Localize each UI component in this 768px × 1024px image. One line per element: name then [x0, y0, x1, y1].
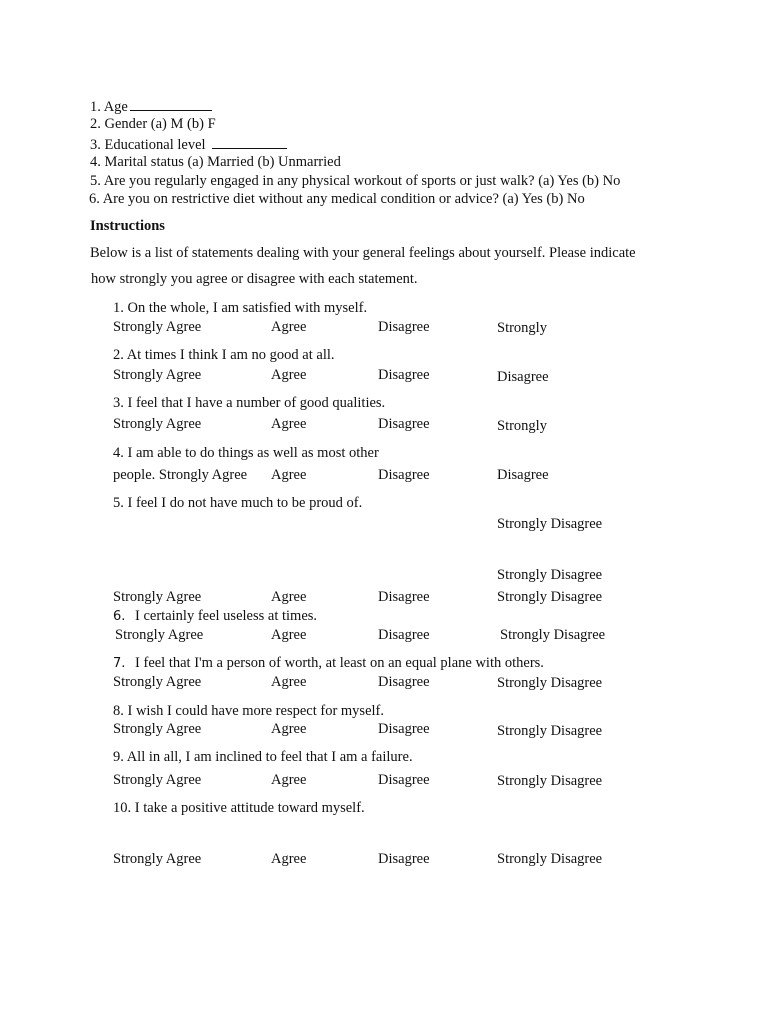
statement-6-text: I certainly feel useless at times. — [135, 608, 318, 624]
option-strongly-agree[interactable]: Strongly Agree — [113, 367, 202, 383]
option-strongly-agree[interactable]: Strongly Agree — [113, 589, 202, 605]
option-disagree-continued[interactable]: Disagree — [497, 369, 549, 385]
demographic-age — [90, 98, 212, 115]
option-agree[interactable]: Agree — [271, 467, 307, 483]
option-disagree[interactable]: Disagree — [378, 627, 430, 643]
statement-8: 8. I wish I could have more respect for myself. — [113, 703, 384, 719]
age-label: 1. Age — [90, 99, 128, 115]
demographic-marital: 4. Marital status (a) Married (b) Unmarried — [90, 154, 341, 170]
demographic-gender: 2. Gender (a) M (b) F — [90, 116, 216, 132]
option-strongly-disagree[interactable]: Strongly Disagree — [497, 851, 603, 867]
option-strongly-agree[interactable]: Strongly Agree — [113, 416, 202, 432]
option-strongly[interactable]: Strongly — [497, 418, 547, 434]
option-strongly-agree[interactable]: Strongly Agree — [113, 851, 202, 867]
option-disagree[interactable]: Disagree — [378, 721, 430, 737]
statement-5: 5. I feel I do not have much to be proud of. — [113, 495, 363, 511]
option-strongly-disagree[interactable]: Strongly Disagree — [497, 567, 603, 583]
option-strongly-agree[interactable]: Strongly Agree — [113, 319, 202, 335]
option-strongly-disagree[interactable]: Strongly Disagree — [500, 627, 606, 643]
instructions-line-2: how strongly you agree or disagree with each statement. — [91, 271, 418, 287]
statement-4: 4. I am able to do things as well as most other — [113, 445, 379, 461]
option-agree[interactable]: Agree — [271, 772, 307, 788]
education-label: 3. Educational level — [90, 137, 206, 153]
option-strongly-agree[interactable]: Strongly Agree — [115, 627, 204, 643]
option-strongly-disagree[interactable]: Strongly Disagree — [497, 723, 603, 739]
statement-4-continued: people. Strongly Agree — [113, 467, 248, 483]
option-strongly-disagree[interactable]: Strongly Disagree — [497, 516, 603, 532]
option-disagree[interactable]: Disagree — [378, 674, 430, 690]
option-disagree[interactable]: Disagree — [378, 589, 430, 605]
option-strongly-disagree[interactable]: Strongly Disagree — [497, 589, 603, 605]
option-disagree[interactable]: Disagree — [378, 319, 430, 335]
statement-10: 10. I take a positive attitude toward myself. — [113, 800, 365, 816]
education-blank[interactable] — [212, 136, 287, 149]
option-agree[interactable]: Agree — [271, 589, 307, 605]
statement-7-number: 7. — [113, 656, 126, 671]
statement-6-number: 6. — [113, 609, 126, 624]
statement-2: 2. At times I think I am no good at all. — [113, 347, 335, 363]
option-disagree[interactable]: Disagree — [378, 416, 430, 432]
option-disagree[interactable]: Disagree — [378, 367, 430, 383]
option-disagree-continued[interactable]: Disagree — [497, 467, 549, 483]
option-strongly-disagree[interactable]: Strongly Disagree — [497, 675, 603, 691]
option-agree[interactable]: Agree — [271, 851, 307, 867]
option-agree[interactable]: Agree — [271, 674, 307, 690]
option-strongly[interactable]: Strongly — [497, 320, 547, 336]
option-agree[interactable]: Agree — [271, 416, 307, 432]
option-strongly-agree[interactable]: Strongly Agree — [113, 772, 202, 788]
option-agree[interactable]: Agree — [271, 721, 307, 737]
option-strongly-agree[interactable]: Strongly Agree — [113, 721, 202, 737]
option-strongly-agree[interactable]: Strongly Agree — [113, 674, 202, 690]
demographic-workout: 5. Are you regularly engaged in any physical workout of sports or just walk? (a) Yes (b) No — [90, 173, 621, 189]
statement-7-text: I feel that I'm a person of worth, at least on an equal plane with others. — [135, 655, 544, 671]
statement-1: 1. On the whole, I am satisfied with myself. — [113, 300, 368, 316]
instructions-heading: Instructions — [90, 218, 165, 234]
statement-6 — [113, 609, 317, 624]
option-disagree[interactable]: Disagree — [378, 467, 430, 483]
option-disagree[interactable]: Disagree — [378, 772, 430, 788]
option-agree[interactable]: Agree — [271, 367, 307, 383]
option-strongly-disagree[interactable]: Strongly Disagree — [497, 773, 603, 789]
option-agree[interactable]: Agree — [271, 627, 307, 643]
demographic-education — [90, 136, 287, 153]
instructions-line-1: Below is a list of statements dealing with your general feelings about yourself. Please indicate — [90, 245, 636, 261]
demographic-diet: 6. Are you on restrictive diet without any medical condition or advice? (a) Yes (b) No — [89, 191, 585, 207]
statement-9: 9. All in all, I am inclined to feel that I am a failure. — [113, 749, 413, 765]
option-disagree[interactable]: Disagree — [378, 851, 430, 867]
statement-3: 3. I feel that I have a number of good qualities. — [113, 395, 386, 411]
statement-7 — [113, 656, 544, 671]
age-blank[interactable] — [130, 98, 212, 111]
option-agree[interactable]: Agree — [271, 319, 307, 335]
